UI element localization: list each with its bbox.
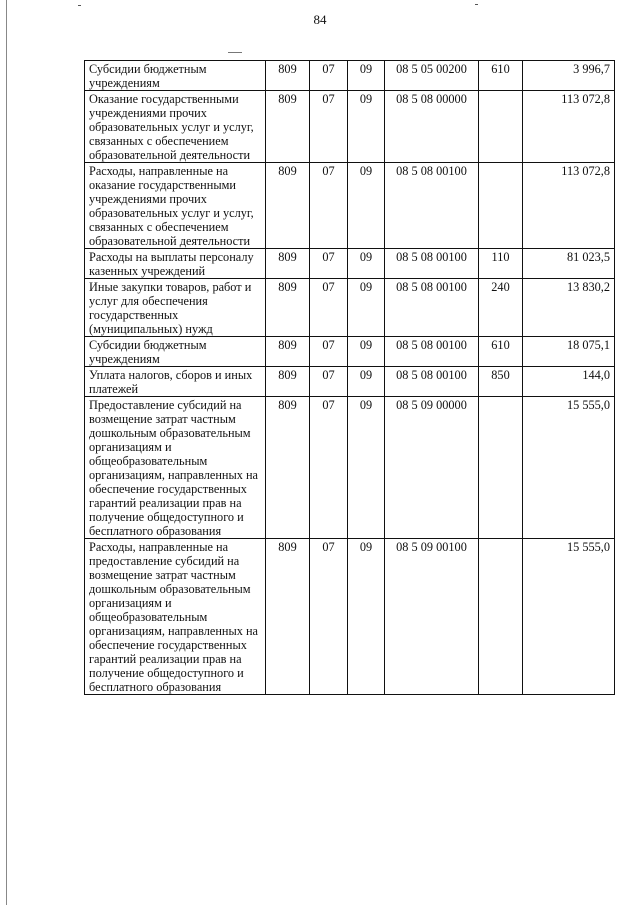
budget-table-body [85, 61, 615, 695]
section-code-cell: 07 [310, 539, 348, 695]
table-row [85, 61, 615, 91]
table-row [85, 163, 615, 249]
amount-cell: 113 072,8 [523, 91, 615, 163]
amount-cell: 144,0 [523, 367, 615, 397]
expense-type-cell [479, 163, 523, 249]
scan-speck [228, 52, 242, 53]
table-row [85, 337, 615, 367]
ministry-code-cell: 809 [266, 279, 310, 337]
row-name-cell: Иные закупки товаров, работ и услуг для обеспечения государственных (муниципальных) нужд [85, 279, 266, 337]
page-edge-line [6, 0, 7, 905]
section-code-cell: 07 [310, 249, 348, 279]
row-name-cell: Субсидии бюджетным учреждениям [85, 337, 266, 367]
target-article-cell: 08 5 08 00100 [385, 163, 479, 249]
row-name-cell: Расходы на выплаты персоналу казенных учреждений [85, 249, 266, 279]
subsection-code-cell: 09 [348, 397, 385, 539]
table-row [85, 249, 615, 279]
target-article-cell: 08 5 08 00100 [385, 249, 479, 279]
table-row [85, 279, 615, 337]
section-code-cell: 07 [310, 163, 348, 249]
scan-speck [475, 4, 478, 5]
subsection-code-cell: 09 [348, 249, 385, 279]
ministry-code-cell: 809 [266, 163, 310, 249]
section-code-cell: 07 [310, 397, 348, 539]
expense-type-cell: 240 [479, 279, 523, 337]
expense-type-cell [479, 397, 523, 539]
amount-cell: 13 830,2 [523, 279, 615, 337]
section-code-cell: 07 [310, 337, 348, 367]
subsection-code-cell: 09 [348, 61, 385, 91]
table-row [85, 91, 615, 163]
expense-type-cell: 850 [479, 367, 523, 397]
expense-type-cell: 610 [479, 61, 523, 91]
subsection-code-cell: 09 [348, 91, 385, 163]
ministry-code-cell: 809 [266, 61, 310, 91]
expense-type-cell: 110 [479, 249, 523, 279]
amount-cell: 113 072,8 [523, 163, 615, 249]
row-name-cell: Расходы, направленные на предоставление субсидий на возмещение затрат частным дошкольным образовательным организациям и общеобразовательным организациям, направленных на обеспечение государственных гарантий реализации прав на получение общедоступного и бесплатного образования [85, 539, 266, 695]
ministry-code-cell: 809 [266, 249, 310, 279]
row-name-cell: Оказание государственными учреждениями прочих образовательных услуг и услуг, связанных с обеспечением образовательной деятельности [85, 91, 266, 163]
target-article-cell: 08 5 08 00100 [385, 279, 479, 337]
amount-cell: 18 075,1 [523, 337, 615, 367]
target-article-cell: 08 5 09 00100 [385, 539, 479, 695]
expense-type-cell [479, 539, 523, 695]
expense-type-cell [479, 91, 523, 163]
scan-speck [78, 5, 81, 6]
subsection-code-cell: 09 [348, 337, 385, 367]
amount-cell: 15 555,0 [523, 539, 615, 695]
table-row [85, 539, 615, 695]
amount-cell: 3 996,7 [523, 61, 615, 91]
subsection-code-cell: 09 [348, 163, 385, 249]
target-article-cell: 08 5 05 00200 [385, 61, 479, 91]
subsection-code-cell: 09 [348, 367, 385, 397]
table-row [85, 397, 615, 539]
target-article-cell: 08 5 08 00100 [385, 367, 479, 397]
ministry-code-cell: 809 [266, 337, 310, 367]
row-name-cell: Предоставление субсидий на возмещение затрат частным дошкольным образовательным организациям и общеобразовательным организациям, направленных на обеспечение государственных гарантий реализации прав на получение общедоступного и бесплатного образования [85, 397, 266, 539]
amount-cell: 81 023,5 [523, 249, 615, 279]
section-code-cell: 07 [310, 61, 348, 91]
ministry-code-cell: 809 [266, 539, 310, 695]
section-code-cell: 07 [310, 91, 348, 163]
row-name-cell: Уплата налогов, сборов и иных платежей [85, 367, 266, 397]
ministry-code-cell: 809 [266, 91, 310, 163]
subsection-code-cell: 09 [348, 279, 385, 337]
subsection-code-cell: 09 [348, 539, 385, 695]
amount-cell: 15 555,0 [523, 397, 615, 539]
target-article-cell: 08 5 08 00000 [385, 91, 479, 163]
page-number: 84 [313, 12, 327, 27]
row-name-cell: Расходы, направленные на оказание государственными учреждениями прочих образовательных услуг и услуг, связанных с обеспечением образовательной деятельности [85, 163, 266, 249]
section-code-cell: 07 [310, 279, 348, 337]
table-row [85, 367, 615, 397]
expense-type-cell: 610 [479, 337, 523, 367]
target-article-cell: 08 5 08 00100 [385, 337, 479, 367]
ministry-code-cell: 809 [266, 397, 310, 539]
target-article-cell: 08 5 09 00000 [385, 397, 479, 539]
budget-table [84, 60, 615, 695]
row-name-cell: Субсидии бюджетным учреждениям [85, 61, 266, 91]
ministry-code-cell: 809 [266, 367, 310, 397]
section-code-cell: 07 [310, 367, 348, 397]
